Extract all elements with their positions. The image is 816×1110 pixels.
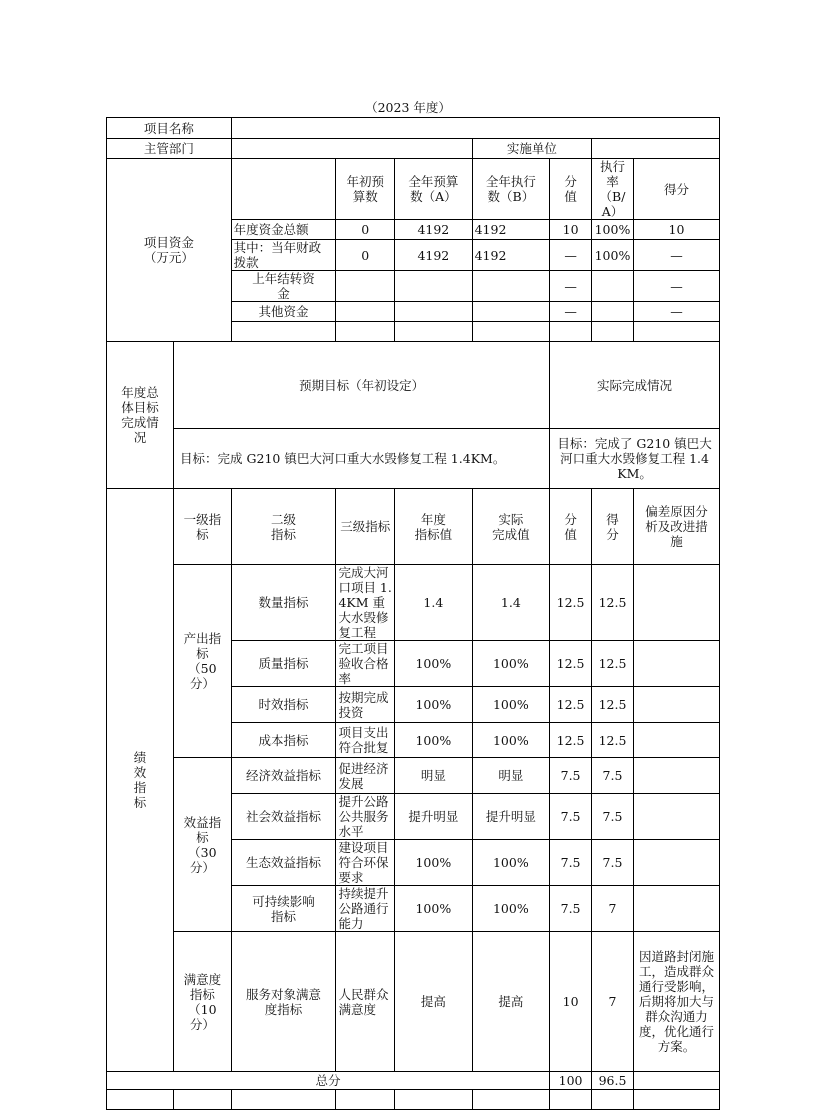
funds-header-3: 分 值 [550,159,592,220]
actual-value: 提高 [472,932,550,1072]
funds-row-label: 上年结转资 金 [231,271,336,302]
funds-row-rate: 100% [592,220,634,240]
perf-header-4: 实际 完成值 [472,489,550,565]
funds-row-weight: — [550,240,592,271]
score-value: 7 [592,886,634,932]
deviation-note [633,641,719,687]
goals-content-row [107,429,720,489]
funds-filler-cell [395,322,473,342]
target-value: 明显 [395,758,473,794]
target-value: 1.4 [395,565,473,641]
goals-expected-header: 预期目标（年初设定） [174,342,550,429]
funds-row-label: 其中：当年财政拨款 [231,240,336,271]
total-note [633,1072,719,1090]
indicator-row [107,565,720,641]
indicator-row [107,758,720,794]
level2-indicator: 数量指标 [231,565,336,641]
level2-indicator: 经济效益指标 [231,758,336,794]
level2-indicator: 服务对象满意 度指标 [231,932,336,1072]
score-value: 12.5 [592,641,634,687]
weight-value: 10 [550,932,592,1072]
funds-header-0: 年初预 算数 [336,159,395,220]
perf-header-3: 年度 指标值 [395,489,473,565]
empty-cell [395,1090,473,1110]
funds-header-row [107,159,720,220]
funds-row-budget: 4192 [395,220,473,240]
project-name-row [107,118,720,139]
perf-header-0: 一级指 标 [174,489,232,565]
funds-header-1: 全年预算 数（A） [395,159,473,220]
perf-header-1: 二级 指标 [231,489,336,565]
funds-row-initial: 0 [336,220,395,240]
funds-row-initial [336,302,395,322]
weight-value: 7.5 [550,758,592,794]
score-value: 12.5 [592,687,634,723]
funds-header-4: 执行率 （B/A） [592,159,634,220]
funds-row-weight: — [550,302,592,322]
impl-value [592,139,720,159]
level2-indicator: 社会效益指标 [231,794,336,840]
funds-filler-cell [472,322,550,342]
funds-row-score: — [633,271,719,302]
level3-indicator: 促进经济发展 [336,758,395,794]
goals-actual-header: 实际完成情况 [550,342,720,429]
deviation-note [633,723,719,758]
funds-row-budget [395,302,473,322]
level3-indicator: 完成大河口项目 1.4KM 重大水毁修复工程 [336,565,395,641]
perf-header-row [107,489,720,565]
funds-header-blank [231,159,336,220]
funds-label: 项目资金 （万元） [107,159,232,342]
actual-value: 100% [472,687,550,723]
funds-filler-cell [550,322,592,342]
funds-row-rate [592,302,634,322]
funds-row-score: 10 [633,220,719,240]
level3-indicator: 提升公路公共服务水平 [336,794,395,840]
funds-row-initial [336,271,395,302]
empty-cell [336,1090,395,1110]
funds-row-rate [592,271,634,302]
level3-indicator: 按期完成投资 [336,687,395,723]
weight-value: 12.5 [550,687,592,723]
target-value: 提升明显 [395,794,473,840]
total-label: 总分 [107,1072,550,1090]
level2-indicator: 时效指标 [231,687,336,723]
weight-value: 7.5 [550,886,592,932]
target-value: 100% [395,840,473,886]
year-title: （2023 年度） [365,100,451,115]
funds-row-initial: 0 [336,240,395,271]
total-row [107,1072,720,1090]
deviation-note [633,758,719,794]
weight-value: 7.5 [550,794,592,840]
actual-value: 提升明显 [472,794,550,840]
funds-row-label: 年度资金总额 [231,220,336,240]
level3-indicator: 持续提升公路通行能力 [336,886,395,932]
funds-row-budget: 4192 [395,240,473,271]
perf-group-name: 效益指 标 （30 分） [174,758,232,932]
goals-expected: 目标：完成 G210 镇巴大河口重大水毁修复工程 1.4KM。 [174,429,550,489]
target-value: 提高 [395,932,473,1072]
target-value: 100% [395,886,473,932]
empty-cell [592,1090,634,1110]
empty-cell [550,1090,592,1110]
deviation-note [633,565,719,641]
deviation-note [633,687,719,723]
score-value: 7.5 [592,840,634,886]
deviation-note [633,886,719,932]
perf-label: 绩 效 指 标 [107,489,174,1072]
goals-header-row [107,342,720,429]
dept-row [107,139,720,159]
empty-cell [231,1090,336,1110]
empty-cell [472,1090,550,1110]
target-value: 100% [395,687,473,723]
score-value: 12.5 [592,565,634,641]
funds-filler-cell [336,322,395,342]
score-value: 7 [592,932,634,1072]
target-value: 100% [395,641,473,687]
funds-row-rate: 100% [592,240,634,271]
funds-row-executed: 4192 [472,220,550,240]
empty-cell [107,1090,174,1110]
funds-filler-cell [633,322,719,342]
funds-row-executed [472,302,550,322]
perf-group-name: 产出指 标 （50 分） [174,565,232,758]
funds-row-score: — [633,240,719,271]
funds-header-5: 得分 [633,159,719,220]
goals-label: 年度总 体目标 完成情 况 [107,342,174,489]
level2-indicator: 可持续影响 指标 [231,886,336,932]
weight-value: 12.5 [550,723,592,758]
actual-value: 100% [472,886,550,932]
weight-value: 7.5 [550,840,592,886]
funds-row-score: — [633,302,719,322]
table-body [107,118,720,1110]
level2-indicator: 质量指标 [231,641,336,687]
deviation-note [633,794,719,840]
actual-value: 明显 [472,758,550,794]
deviation-note: 因道路封闭施工，造成群众通行受影响，后期将加大与群众沟通力度，优化通行方案。 [633,932,719,1072]
level2-indicator: 成本指标 [231,723,336,758]
target-value: 100% [395,723,473,758]
total-score: 96.5 [592,1072,634,1090]
level3-indicator: 项目支出符合批复 [336,723,395,758]
perf-header-6: 得 分 [592,489,634,565]
level3-indicator: 人民群众满意度 [336,932,395,1072]
perf-header-2: 三级指标 [336,489,395,565]
perf-header-5: 分 值 [550,489,592,565]
empty-cell [174,1090,232,1110]
funds-filler-cell [592,322,634,342]
score-value: 7.5 [592,794,634,840]
actual-value: 1.4 [472,565,550,641]
actual-value: 100% [472,840,550,886]
actual-value: 100% [472,641,550,687]
total-weight: 100 [550,1072,592,1090]
funds-row-weight: 10 [550,220,592,240]
funds-header-2: 全年执行 数（B） [472,159,550,220]
level2-indicator: 生态效益指标 [231,840,336,886]
deviation-note [633,840,719,886]
project-name-label: 项目名称 [107,118,232,139]
dept-label: 主管部门 [107,139,232,159]
funds-row-label: 其他资金 [231,302,336,322]
perf-header-7: 偏差原因分 析及改进措 施 [633,489,719,565]
goals-actual: 目标：完成了 G210 镇巴大河口重大水毁修复工程 1.4KM。 [550,429,720,489]
score-value: 12.5 [592,723,634,758]
score-value: 7.5 [592,758,634,794]
weight-value: 12.5 [550,565,592,641]
actual-value: 100% [472,723,550,758]
empty-bottom-row [107,1090,720,1110]
weight-value: 12.5 [550,641,592,687]
funds-row-executed [472,271,550,302]
funds-row-budget [395,271,473,302]
level3-indicator: 建设项目符合环保要求 [336,840,395,886]
funds-row-executed: 4192 [472,240,550,271]
level3-indicator: 完工项目验收合格率 [336,641,395,687]
funds-row-weight: — [550,271,592,302]
indicator-row [107,932,720,1072]
project-name-value [231,118,719,139]
performance-evaluation-table [106,117,720,1110]
empty-cell [633,1090,719,1110]
perf-group-name: 满意度 指标 （10 分） [174,932,232,1072]
impl-label: 实施单位 [472,139,591,159]
dept-value [231,139,472,159]
funds-filler-cell [231,322,336,342]
